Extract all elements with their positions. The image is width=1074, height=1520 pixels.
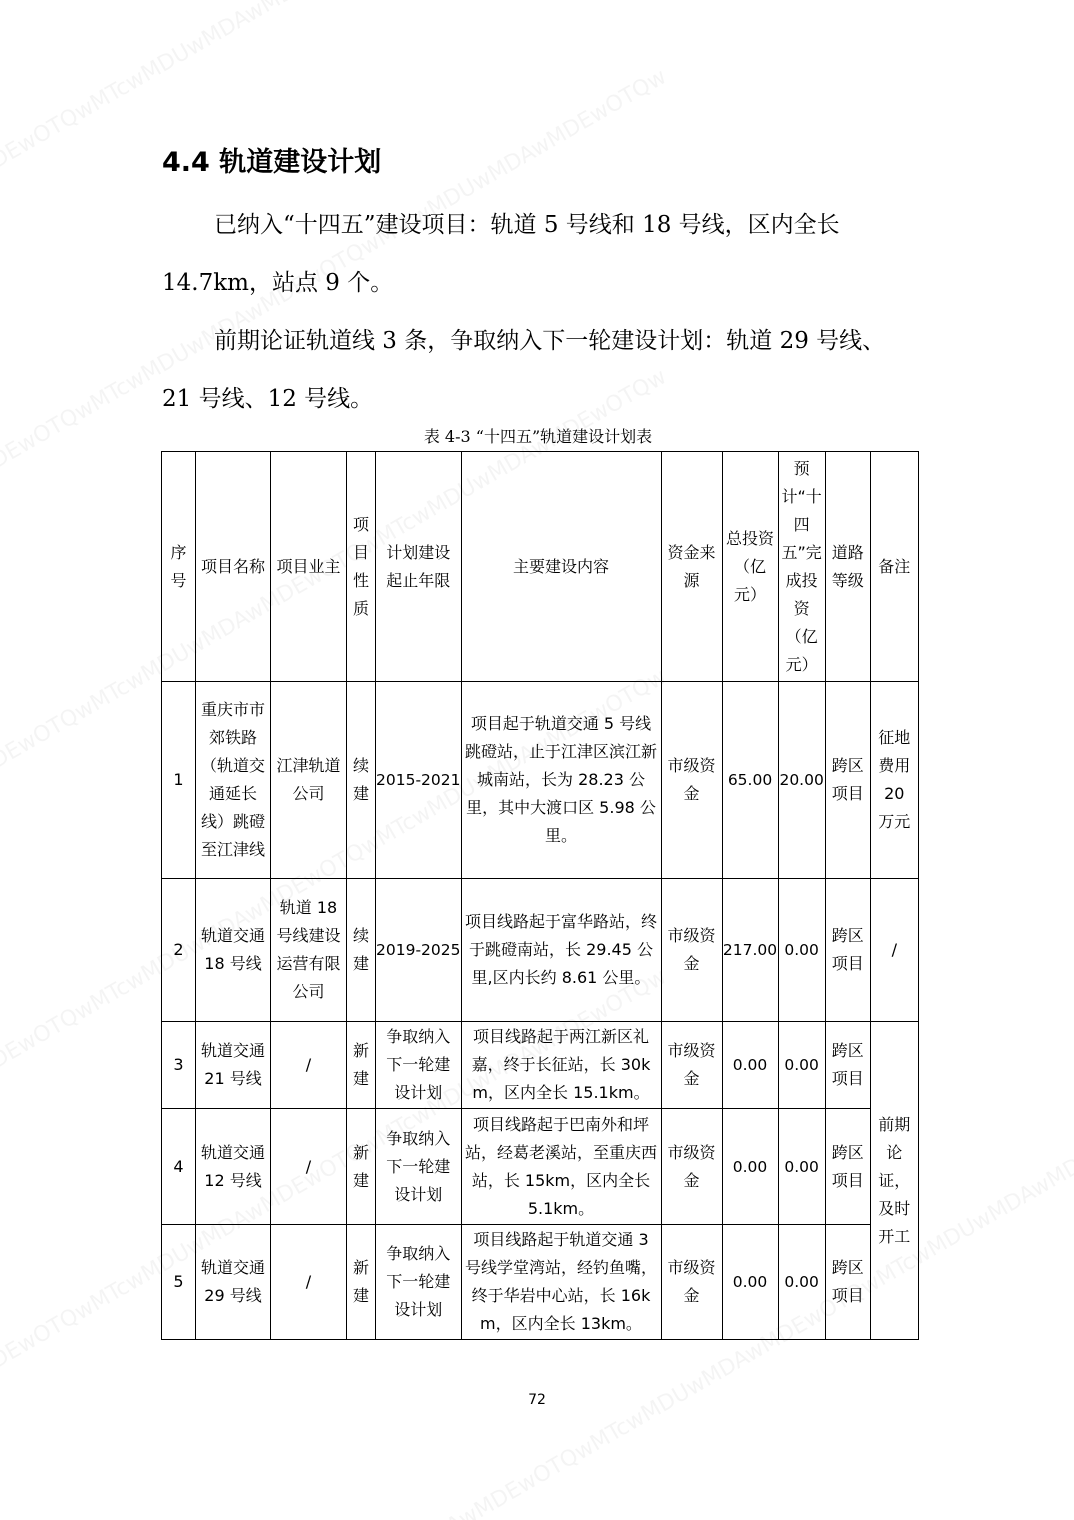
- total-investment: 0.00: [722, 1022, 778, 1109]
- header-cell: 备注: [870, 452, 918, 682]
- project-owner: /: [271, 1022, 347, 1109]
- project-nature: 新建: [347, 1022, 376, 1109]
- rail-plan-table: [161, 451, 919, 1340]
- plan-paragraph: 前期论证轨道线 3 条，争取纳入下一轮建设计划：轨道 29 号线、21 号线、12 号线。: [162, 328, 886, 412]
- project-nature: 续建: [347, 879, 376, 1022]
- project-name: 轨道交通 29 号线: [196, 1225, 271, 1340]
- header-cell: 道路等级: [825, 452, 870, 682]
- header-cell: 序号: [162, 452, 196, 682]
- project-owner: /: [271, 1225, 347, 1340]
- fund-source: 市级资金: [661, 1022, 722, 1109]
- header-cell: 计划建设起止年限: [376, 452, 462, 682]
- intro-paragraph: 已纳入“十四五”建设项目：轨道 5 号线和 18 号线，区内全长 14.7km，站点 9 个。: [162, 212, 840, 296]
- fund-source: 市级资金: [661, 1109, 722, 1225]
- project-nature: 续建: [347, 682, 376, 879]
- project-content: 项目线路起于轨道交通 3 号线学堂湾站，经钓鱼嘴，终于华岩中心站，长 16km，区内全长 13km。: [461, 1225, 661, 1340]
- header-cell: 项目性质: [347, 452, 376, 682]
- road-grade: 跨区项目: [825, 682, 870, 879]
- table-row: [162, 1109, 919, 1225]
- remark: /: [870, 879, 918, 1022]
- expected-investment: 20.00: [778, 682, 825, 879]
- project-period: 争取纳入下一轮建设计划: [376, 1225, 462, 1340]
- fund-source: 市级资金: [661, 1225, 722, 1340]
- merged-remark: 前期论证，及时开工: [870, 1022, 918, 1340]
- section-heading: 4.4 轨道建设计划: [162, 147, 382, 178]
- project-owner: 江津轨道公司: [271, 682, 347, 879]
- project-content: 项目线路起于富华路站，终于跳磴南站，长 29.45 公里,区内长约 8.61 公里。: [461, 879, 661, 1022]
- table-row: [162, 1225, 919, 1340]
- fund-source: 市级资金: [661, 682, 722, 879]
- project-period: 争取纳入下一轮建设计划: [376, 1022, 462, 1109]
- table-row: [162, 879, 919, 1022]
- expected-investment: 0.00: [778, 879, 825, 1022]
- expected-investment: 0.00: [778, 1109, 825, 1225]
- table-row: [162, 682, 919, 879]
- row-number: 4: [162, 1109, 196, 1225]
- total-investment: 0.00: [722, 1109, 778, 1225]
- total-investment: 0.00: [722, 1225, 778, 1340]
- project-content: 项目线路起于巴南外和坪站，经葛老溪站，至重庆西站，长 15km，区内全长 5.1km。: [461, 1109, 661, 1225]
- header-cell: 项目名称: [196, 452, 271, 682]
- expected-investment: 0.00: [778, 1225, 825, 1340]
- road-grade: 跨区项目: [825, 1022, 870, 1109]
- header-cell: 总投资（亿元）: [722, 452, 778, 682]
- row-number: 5: [162, 1225, 196, 1340]
- fund-source: 市级资金: [661, 879, 722, 1022]
- header-cell: 项目业主: [271, 452, 347, 682]
- row-number: 1: [162, 682, 196, 879]
- project-name: 轨道交通 12 号线: [196, 1109, 271, 1225]
- row-number: 3: [162, 1022, 196, 1109]
- table-caption: 表 4-3 “十四五”轨道建设计划表: [423, 427, 653, 446]
- project-nature: 新建: [347, 1109, 376, 1225]
- project-period: 2019-2025: [376, 879, 462, 1022]
- header-cell: 资金来源: [661, 452, 722, 682]
- project-period: 2015-2021: [376, 682, 462, 879]
- page-number: 72: [528, 1392, 546, 1408]
- project-owner: /: [271, 1109, 347, 1225]
- remark: 征地费用 20 万元: [870, 682, 918, 879]
- project-content: 项目线路起于两江新区礼嘉，终于长征站，长 30km，区内全长 15.1km。: [461, 1022, 661, 1109]
- project-name: 轨道交通 18 号线: [196, 879, 271, 1022]
- total-investment: 217.00: [722, 879, 778, 1022]
- total-investment: 65.00: [722, 682, 778, 879]
- project-nature: 新建: [347, 1225, 376, 1340]
- table-row: [162, 1022, 919, 1109]
- road-grade: 跨区项目: [825, 1225, 870, 1340]
- road-grade: 跨区项目: [825, 1109, 870, 1225]
- header-cell: 主要建设内容: [461, 452, 661, 682]
- expected-investment: 0.00: [778, 1022, 825, 1109]
- project-name: 轨道交通 21 号线: [196, 1022, 271, 1109]
- project-content: 项目起于轨道交通 5 号线跳磴站，止于江津区滨江新城南站，长为 28.23 公里，其中大渡口区 5.98 公里。: [461, 682, 661, 879]
- project-name: 重庆市市郊铁路（轨道交通延长线）跳磴至江津线: [196, 682, 271, 879]
- row-number: 2: [162, 879, 196, 1022]
- project-period: 争取纳入下一轮建设计划: [376, 1109, 462, 1225]
- road-grade: 跨区项目: [825, 879, 870, 1022]
- header-cell: 预计“十四五”完成投资（亿元）: [778, 452, 825, 682]
- project-owner: 轨道 18 号线建设运营有限公司: [271, 879, 347, 1022]
- table-header-row: [162, 452, 919, 682]
